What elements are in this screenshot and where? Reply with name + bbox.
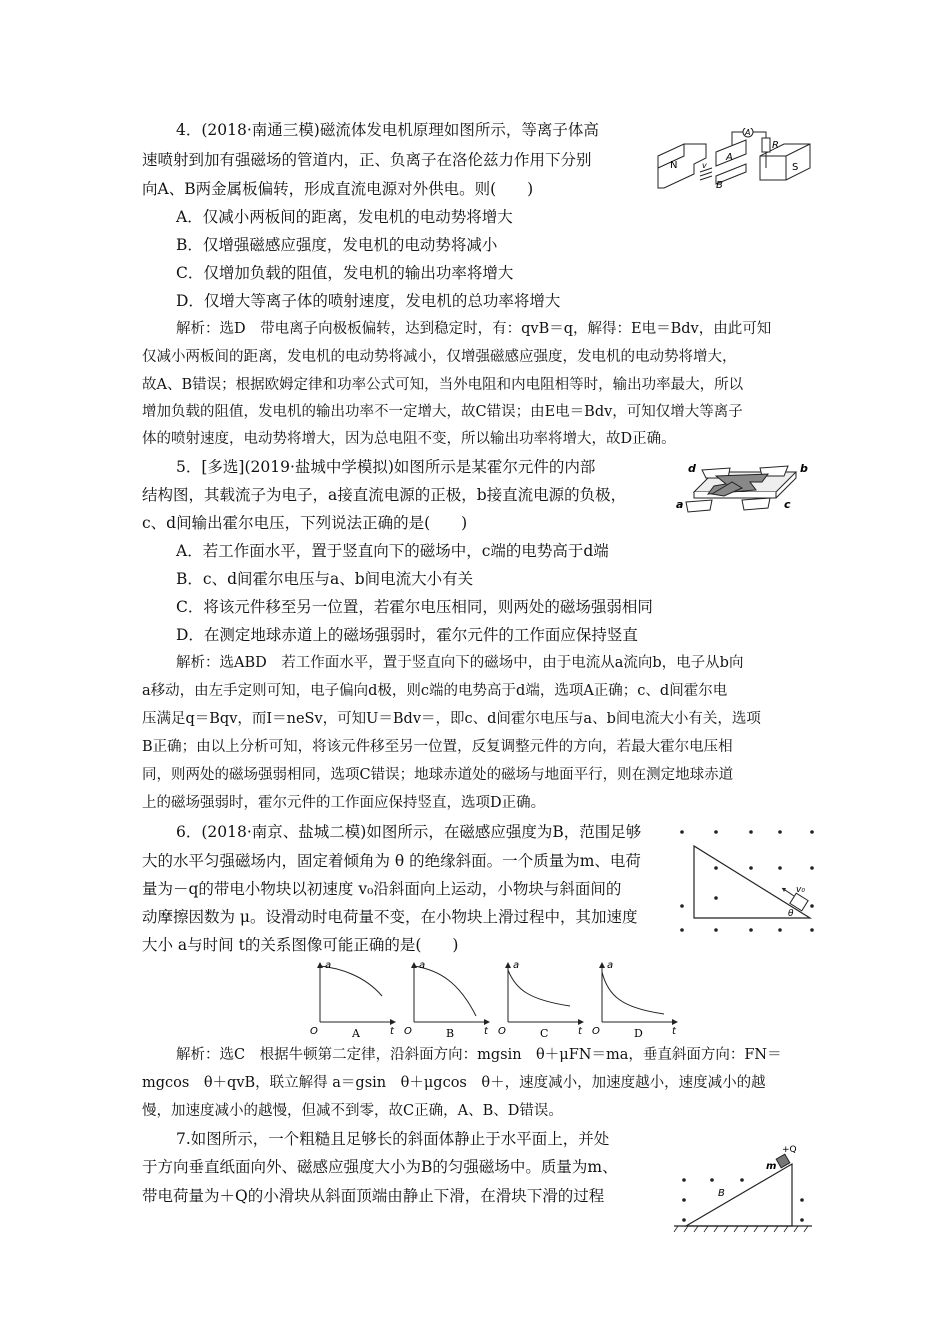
- q5-analysis-line-3: 压满足q＝Bqv，而I＝neSv，可知U＝Bdv＝，即c、d间霍尔电压与a、b间电流大小有关，选项: [142, 711, 761, 727]
- q6-graph-b: [404, 960, 490, 1038]
- q4-stem-line-3: 向A、B两金属板偏转，形成直流电源对外供电。则( ): [142, 180, 534, 198]
- q5-hall-element-figure: [672, 458, 812, 528]
- q4-figure-label-r: R: [772, 140, 779, 151]
- q4-figure-label-a: A: [726, 152, 733, 163]
- q4-stem-line-2: 速喷射到加有强磁场的管道内，正、负离子在洛伦兹力作用下分别: [142, 151, 592, 169]
- y-axis-arrow: [505, 962, 511, 968]
- q4-option-c: C．仅增加负载的阻值，发电机的输出功率将增大: [176, 264, 514, 282]
- q5-figure-label-d: d: [688, 462, 696, 475]
- q4-figure-label-s: S: [792, 162, 799, 173]
- q4-analysis-line-2: 仅减小两板间的距离，发电机的电动势将减小，仅增强磁感应强度，发电机的电动势将增大，: [142, 349, 737, 365]
- q5-analysis-line-1: 解析：选ABD 若工作面水平，置于竖直向下的磁场中，由于电流从a流向b，电子从b向: [176, 655, 744, 671]
- y-axis-arrow: [411, 962, 417, 968]
- origin-label: O: [310, 1026, 318, 1037]
- q6-stem-line-3: 量为－q的带电小物块以初速度 v₀沿斜面向上运动，小物块与斜面间的: [142, 880, 622, 898]
- x-axis-arrow: [484, 1019, 490, 1025]
- x-axis-label: t: [390, 1026, 394, 1037]
- q5-option-b: B．c、d间霍尔电压与a、b间电流大小有关: [176, 570, 474, 588]
- q6-incline-figure: [676, 826, 818, 938]
- origin-label: O: [592, 1026, 600, 1037]
- q4-figure-label-v: v: [702, 161, 707, 170]
- curve: [508, 970, 570, 1006]
- q7-stem-line-3: 带电荷量为＋Q的小滑块从斜面顶端由静止下滑，在滑块下滑的过程: [142, 1187, 605, 1205]
- x-axis-arrow: [390, 1019, 396, 1025]
- q5-analysis-line-2: a移动，由左手定则可知，电子偏向d极，则c端的电势高于d端，选项A正确；c、d间霍尔电: [142, 683, 728, 699]
- q4-analysis-line-4: 增加负载的阻值，发电机的输出功率不一定增大，故C错误；由E电＝Bdv，可知仅增大等离子: [142, 404, 743, 420]
- q7-stem-line-1: 7.如图所示，一个粗糙且足够长的斜面体静止于水平面上，并处: [176, 1130, 610, 1148]
- origin-label: O: [404, 1026, 412, 1037]
- q6-analysis-line-3: 慢，加速度减小的越慢，但减不到零，故C正确，A、B、D错误。: [142, 1103, 563, 1119]
- q6-analysis-line-2: mgcos θ＋qvB，联立解得 a＝gsin θ＋μgcos θ＋，速度减小，加速度越小，速度减小的越: [142, 1075, 766, 1091]
- q4-figure-label-n: N: [670, 160, 678, 171]
- q6-figure-label-v0: v₀: [796, 885, 805, 895]
- q5-figure-label-c: c: [784, 498, 791, 511]
- graph-caption: C: [540, 1027, 549, 1038]
- q5-option-a: A．若工作面水平，置于竖直向下的磁场中，c端的电势高于d端: [176, 542, 609, 560]
- graph-caption: B: [446, 1027, 455, 1038]
- q4-figure-label-b: B: [716, 180, 723, 191]
- q5-option-c: C．将该元件移至另一位置，若霍尔电压相同，则两处的磁场强弱相同: [176, 598, 653, 616]
- q4-option-b: B．仅增强磁感应强度，发电机的电动势将减小: [176, 236, 498, 254]
- x-axis-arrow: [672, 1019, 678, 1025]
- q7-figure-label-m: m: [766, 1161, 777, 1172]
- q7-figure-label-b: B: [718, 1188, 725, 1199]
- q7-stem-line-2: 于方向垂直纸面向外、磁感应强度大小为B的匀强磁场中。质量为m、: [142, 1158, 618, 1176]
- q4-mhd-generator-figure: [654, 128, 814, 194]
- y-axis-label: a: [607, 960, 614, 971]
- graph-caption: D: [634, 1027, 643, 1038]
- graph-caption: A: [352, 1027, 360, 1038]
- origin-label: O: [498, 1026, 506, 1037]
- q4-stem-line-1: 4．(2018·南通三模)磁流体发电机原理如图所示，等离子体高: [176, 121, 599, 139]
- y-axis-label: a: [419, 960, 426, 971]
- q6-stem-line-2: 大的水平匀强磁场内，固定着倾角为 θ 的绝缘斜面。一个质量为m、电荷: [142, 852, 641, 870]
- curve: [602, 972, 664, 1014]
- q6-stem-line-4: 动摩擦因数为 μ。设滑动时电荷量不变，在小物块上滑过程中，其加速度: [142, 908, 638, 926]
- q6-stem-line-1: 6．(2018·南京、盐城二模)如图所示，在磁感应强度为B，范围足够: [176, 823, 642, 841]
- q6-graph-c: [498, 960, 584, 1038]
- q5-option-d: D．在测定地球赤道上的磁场强弱时，霍尔元件的工作面应保持竖直: [176, 626, 638, 644]
- y-axis-label: a: [325, 960, 332, 971]
- q5-stem-line-3: c、d间输出霍尔电压，下列说法正确的是( ): [142, 514, 468, 532]
- q4-option-a: A．仅减小两板间的距离，发电机的电动势将增大: [176, 208, 513, 226]
- q5-figure-label-b: b: [800, 462, 808, 475]
- q4-option-d: D．仅增大等离子体的喷射速度，发电机的总功率将增大: [176, 292, 561, 310]
- q5-stem-line-1: 5．[多选](2019·盐城中学模拟)如图所示是某霍尔元件的内部: [176, 458, 596, 476]
- q6-graph-options: [310, 960, 682, 1038]
- q6-analysis-line-1: 解析：选C 根据牛顿第二定律，沿斜面方向：mgsin θ＋μFN＝ma，垂直斜面方向：FN＝: [176, 1047, 782, 1063]
- q5-analysis-line-6: 上的磁场强弱时，霍尔元件的工作面应保持竖直，选项D正确。: [142, 795, 546, 811]
- q7-figure-label-charge: +Q: [782, 1145, 797, 1155]
- q4-analysis-line-3: 故A、B错误；根据欧姆定律和功率公式可知，当外电阻和内电阻相等时，输出功率最大，所以: [142, 377, 744, 393]
- x-axis-arrow: [578, 1019, 584, 1025]
- q5-analysis-line-5: 同，则两处的磁场强弱相同，选项C错误；地球赤道处的磁场与地面平行，则在测定地球赤道: [142, 767, 734, 783]
- q6-figure-label-theta: θ: [788, 909, 794, 919]
- q7-incline-figure: [672, 1142, 814, 1238]
- q5-analysis-line-4: B正确；由以上分析可知，将该元件移至另一位置，反复调整元件的方向，若最大霍尔电压相: [142, 739, 733, 755]
- x-axis-label: t: [672, 1026, 676, 1037]
- q4-analysis-line-1: 解析：选D 带电离子向极板偏转，达到稳定时，有：qvB＝q，解得：E电＝Bdv，由此可知: [176, 321, 772, 337]
- x-axis-label: t: [484, 1026, 488, 1037]
- q4-figure-label-ammeter: A: [745, 128, 751, 137]
- q5-stem-line-2: 结构图，其载流子为电子，a接直流电源的正极，b接直流电源的负极，: [142, 486, 627, 504]
- q6-graph-a: [310, 960, 396, 1038]
- curve: [414, 966, 476, 1016]
- y-axis-arrow: [599, 962, 605, 968]
- x-axis-label: t: [578, 1026, 582, 1037]
- q4-analysis-line-5: 体的喷射速度，电动势将增大，因为总电阻不变，所以输出功率将增大，故D正确。: [142, 431, 676, 447]
- y-axis-arrow: [317, 962, 323, 968]
- q5-figure-label-a: a: [676, 498, 684, 511]
- q6-graph-d: [592, 960, 678, 1038]
- y-axis-label: a: [513, 960, 520, 971]
- q6-stem-line-5: 大小 a与时间 t的关系图像可能正确的是( ): [142, 936, 459, 954]
- q6-graphs-svg: [310, 960, 682, 1038]
